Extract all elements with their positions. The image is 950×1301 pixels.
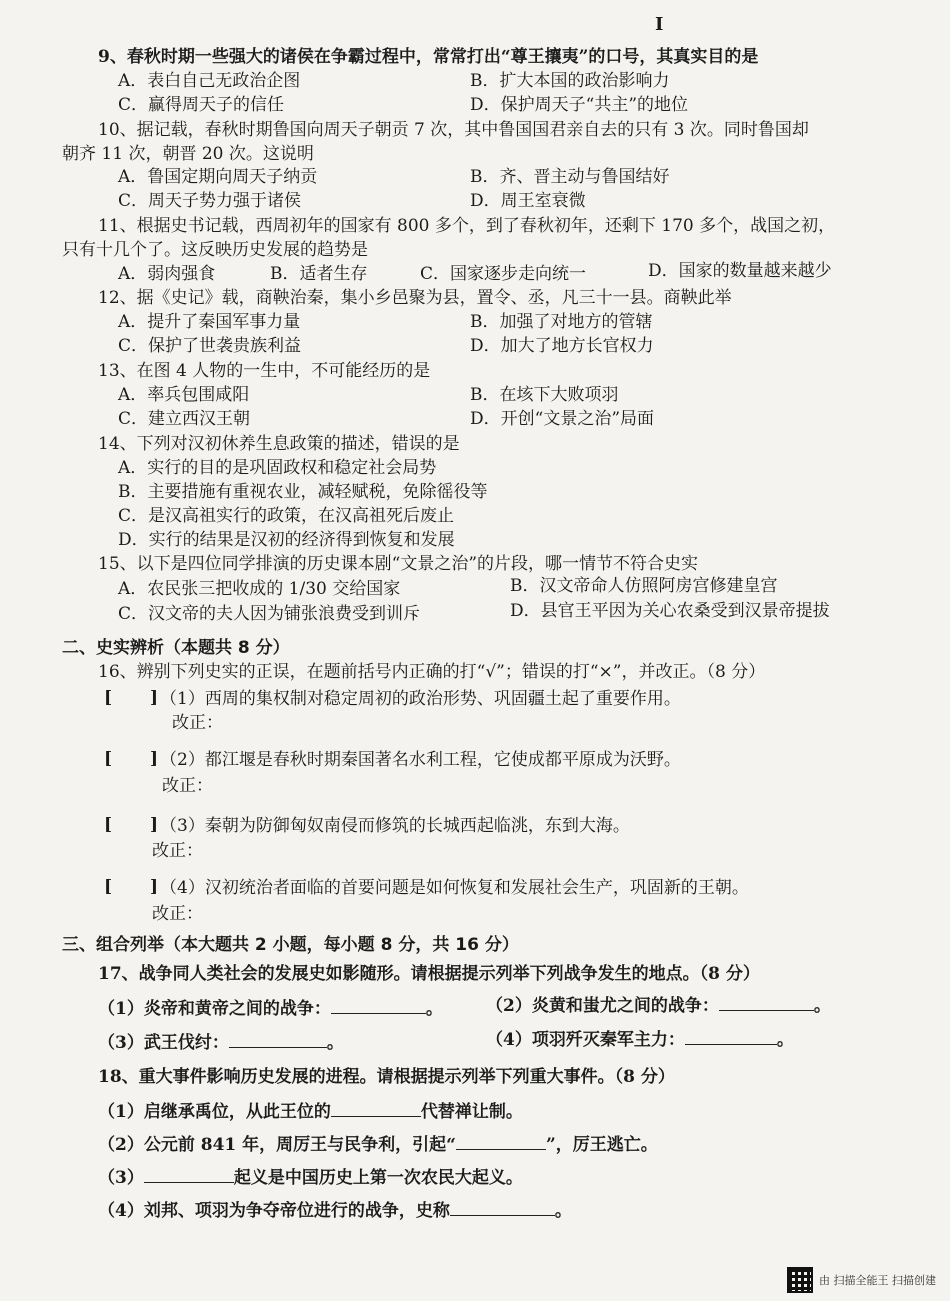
q16-correction-label: 改正： — [152, 904, 203, 924]
q18-item-2-text: （2）公元前 841 年，周厉王与民争利，引起“ — [98, 1135, 456, 1155]
q10-option-d: D．周王室衰微 — [470, 191, 586, 211]
q12-option-b: B．加强了对地方的管辖 — [470, 312, 653, 332]
q15-option-c: C．汉文帝的夫人因为铺张浪费受到训斥 — [118, 604, 421, 624]
q16-item-4: （4）汉初统治者面临的首要问题是如何恢复和发展社会生产，巩固新的王朝。 — [160, 878, 749, 898]
qr-code-icon — [787, 1267, 813, 1293]
q14-option-d: D．实行的结果是汉初的经济得到恢复和发展 — [118, 530, 455, 550]
q15-option-b: B．汉文帝命人仿照阿房宫修建皇宫 — [510, 576, 778, 596]
question-14-stem: 14、下列对汉初休养生息政策的描述，错误的是 — [98, 434, 460, 454]
question-11-stem-cont: 只有十几个了。这反映历史发展的趋势是 — [62, 240, 368, 260]
q17-item-1 — [98, 997, 443, 1020]
answer-blank[interactable] — [685, 1028, 777, 1045]
q17-item-2-label: （2）炎黄和蚩尤之间的战争： — [486, 996, 719, 1016]
q15-option-d: D．县官王平因为关心农桑受到汉景帝提拔 — [510, 601, 830, 621]
q18-item-4-text-end: 。 — [554, 1201, 572, 1221]
q12-option-a: A．提升了秦国军事力量 — [118, 312, 301, 332]
answer-blank[interactable] — [450, 1199, 555, 1216]
q9-option-d: D．保护周天子“共主”的地位 — [470, 95, 689, 115]
q11-option-b: B．适者生存 — [270, 264, 368, 284]
answer-bracket-close: ] — [150, 749, 159, 769]
answer-bracket-close: ] — [150, 877, 159, 897]
q17-item-1-label: （1）炎帝和黄帝之间的战争： — [98, 999, 331, 1019]
answer-blank[interactable] — [144, 1166, 234, 1183]
question-11-stem: 11、根据史书记载，西周初年的国家有 800 多个，到了春秋初年，还剩下 170 多个，战国之初， — [98, 216, 836, 236]
q9-option-c: C．赢得周天子的信任 — [118, 95, 285, 115]
q16-item-3: （3）秦朝为防御匈奴南侵而修筑的长城西起临洮，东到大海。 — [160, 816, 630, 836]
q18-item-3-text-end: 起义是中国历史上第一次农民大起义。 — [233, 1168, 523, 1188]
question-12-stem: 12、据《史记》载，商鞅治秦，集小乡邑聚为县，置令、丞，凡三十一县。商鞅此举 — [98, 288, 732, 308]
q16-item-2: （2）都江堰是春秋时期秦国著名水利工程，它使成都平原成为沃野。 — [160, 750, 681, 770]
q11-option-c: C．国家逐步走向统一 — [420, 264, 587, 284]
answer-blank[interactable] — [331, 997, 426, 1014]
q17-item-4 — [486, 1028, 794, 1051]
watermark-text: 由 扫描全能王 扫描创建 — [819, 1274, 936, 1287]
period: 。 — [326, 1033, 344, 1053]
question-15-stem: 15、以下是四位同学排演的历史课本剧“文景之治”的片段，哪一情节不符合史实 — [98, 554, 699, 574]
q17-item-2 — [486, 994, 831, 1017]
q12-option-d: D．加大了地方长官权力 — [470, 336, 654, 356]
q14-option-c: C．是汉高祖实行的政策，在汉高祖死后废止 — [118, 506, 455, 526]
q11-option-d: D．国家的数量越来越少 — [648, 261, 832, 281]
q18-item-3-text: （3） — [98, 1168, 144, 1188]
q14-option-b: B．主要措施有重视农业，减轻赋税，免除徭役等 — [118, 482, 488, 502]
q16-correction-label: 改正： — [162, 776, 213, 796]
question-16-stem: 16、辨别下列史实的正误，在题前括号内正确的打“√”；错误的打“×”，并改正。（8 分） — [98, 662, 766, 682]
answer-blank[interactable] — [719, 994, 814, 1011]
answer-bracket-open[interactable]: [ — [104, 815, 113, 835]
period: 。 — [425, 999, 443, 1019]
q18-item-1 — [98, 1100, 523, 1123]
q10-option-a: A．鲁国定期向周天子纳贡 — [118, 167, 318, 187]
q18-item-2 — [98, 1133, 658, 1156]
q10-option-b: B．齐、晋主动与鲁国结好 — [470, 167, 670, 187]
question-18-stem: 18、重大事件影响历史发展的进程。请根据提示列举下列重大事件。（8 分） — [98, 1067, 675, 1087]
answer-blank[interactable] — [456, 1133, 546, 1150]
question-10-stem-cont: 朝齐 11 次，朝晋 20 次。这说明 — [62, 144, 314, 164]
q15-option-a: A．农民张三把收成的 1/30 交给国家 — [118, 579, 401, 599]
scan-mark: I — [655, 14, 664, 35]
answer-blank[interactable] — [229, 1031, 327, 1048]
section-2-title: 二、史实辨析（本题共 8 分） — [62, 638, 290, 658]
question-9-stem: 9、春秋时期一些强大的诸侯在争霸过程中，常常打出“尊王攘夷”的口号，其真实目的是 — [98, 47, 759, 67]
q13-option-d: D．开创“文景之治”局面 — [470, 409, 655, 429]
q18-item-4 — [98, 1199, 572, 1222]
q18-item-1-text-end: 代替禅让制。 — [420, 1102, 523, 1122]
q18-item-3 — [98, 1166, 523, 1189]
q14-option-a: A．实行的目的是巩固政权和稳定社会局势 — [118, 458, 437, 478]
q17-item-3 — [98, 1031, 344, 1054]
q10-option-c: C．周天子势力强于诸侯 — [118, 191, 302, 211]
q13-option-a: A．率兵包围咸阳 — [118, 385, 250, 405]
period: 。 — [813, 996, 831, 1016]
answer-bracket-close: ] — [150, 688, 159, 708]
q16-correction-label: 改正： — [172, 713, 223, 733]
q12-option-c: C．保护了世袭贵族利益 — [118, 336, 302, 356]
q13-option-c: C．建立西汉王朝 — [118, 409, 251, 429]
answer-bracket-close: ] — [150, 815, 159, 835]
q16-correction-label: 改正： — [152, 841, 203, 861]
question-17-stem: 17、战争同人类社会的发展史如影随形。请根据提示列举下列战争发生的地点。（8 分） — [98, 964, 760, 984]
q16-item-1: （1）西周的集权制对稳定周初的政治形势、巩固疆土起了重要作用。 — [160, 689, 681, 709]
q18-item-1-text: （1）启继承禹位，从此王位的 — [98, 1102, 331, 1122]
q18-item-4-text: （4）刘邦、项羽为争夺帝位进行的战争，史称 — [98, 1201, 450, 1221]
q18-item-2-text-end: ”，厉王逃亡。 — [545, 1135, 658, 1155]
q9-option-b: B．扩大本国的政治影响力 — [470, 71, 670, 91]
section-3-title: 三、组合列举（本大题共 2 小题，每小题 8 分，共 16 分） — [62, 935, 519, 955]
answer-bracket-open[interactable]: [ — [104, 877, 113, 897]
answer-blank[interactable] — [331, 1100, 421, 1117]
q17-item-4-label: （4）项羽歼灭秦军主力： — [486, 1030, 685, 1050]
answer-bracket-open[interactable]: [ — [104, 688, 113, 708]
question-13-stem: 13、在图 4 人物的一生中，不可能经历的是 — [98, 361, 431, 381]
q9-option-a: A．表白自己无政治企图 — [118, 71, 301, 91]
q11-option-a: A．弱肉强食 — [118, 264, 216, 284]
scanner-watermark — [787, 1267, 936, 1293]
answer-bracket-open[interactable]: [ — [104, 749, 113, 769]
period: 。 — [776, 1030, 794, 1050]
q13-option-b: B．在垓下大败项羽 — [470, 385, 619, 405]
question-10-stem: 10、据记载，春秋时期鲁国向周天子朝贡 7 次，其中鲁国国君亲自去的只有 3 次。同时鲁国却 — [98, 120, 809, 140]
q17-item-3-label: （3）武王伐纣： — [98, 1033, 229, 1053]
